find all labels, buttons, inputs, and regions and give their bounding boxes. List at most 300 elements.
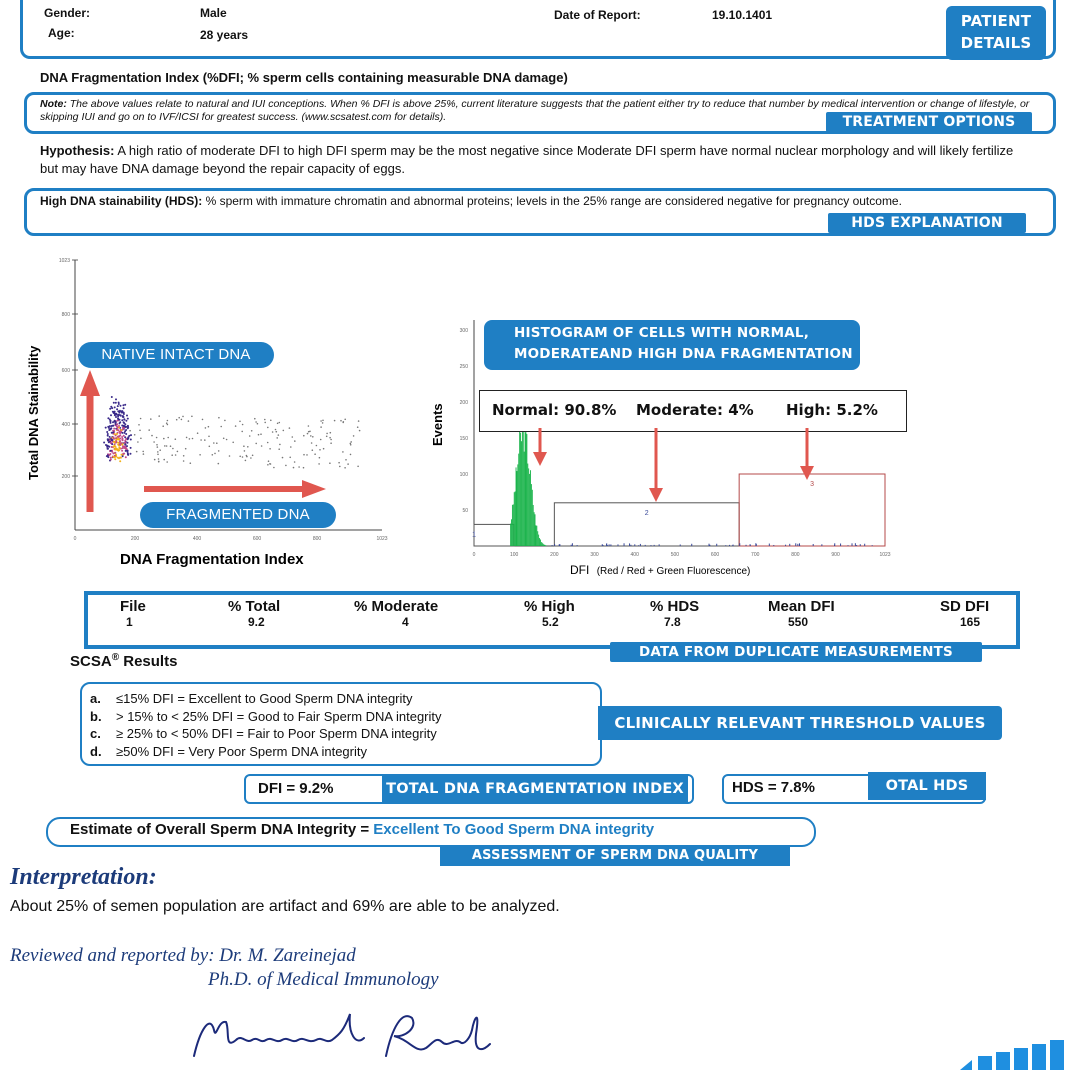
scatter-point [303,467,305,469]
hist-bar-scatter [856,545,857,546]
scatter-point [320,439,322,441]
hist-bar-scatter [630,545,631,546]
scatter-point [178,417,180,419]
scatter-point [267,427,269,429]
scatter-point [232,442,234,444]
scatter-point [316,445,318,447]
scatter-point [111,446,113,448]
scatter-point [242,456,244,458]
hist-bar-scatter [785,545,786,546]
hist-bar-scatter [654,545,655,546]
duplicate-measurements-tag: DATA FROM DUPLICATE MEASUREMENTS [610,642,982,662]
scatter-point [158,415,160,417]
hist-xtick-label: 100 [510,552,519,558]
scatter-point [261,445,263,447]
scatter-point [308,425,310,427]
scatter-point [107,454,109,456]
scatter-point [120,457,122,459]
scatter-point [292,436,294,438]
scatter-point [157,451,159,453]
scatter-point [120,442,122,444]
scatter-point [118,457,120,459]
scatter-point [134,434,136,436]
hist-ytick-label: 300 [459,328,468,334]
scatter-point [209,446,211,448]
scatter-point [190,462,192,464]
patient-details-box [20,0,1056,59]
scatter-point [123,435,125,437]
hist-bar-scatter [872,545,873,546]
scatter-point [254,418,256,420]
scatter-point [114,458,116,460]
scatter-point [113,436,115,438]
hist-bar-scatter [709,545,710,546]
scatter-point [223,438,225,440]
scatter-point [166,461,168,463]
corner-decoration [950,1038,1080,1070]
scatter-point [118,427,120,429]
scatter-point [130,453,132,455]
scatter-point [117,438,119,440]
estimate-line [70,821,654,838]
gender-label: Gender: [44,6,91,20]
scatter-point [282,457,284,459]
scatter-point [156,444,158,446]
scatter-point [329,462,331,464]
fragmented-dna-label: FRAGMENTED DNA [140,502,336,528]
scatter-point [204,439,206,441]
scatter-point [118,403,120,405]
hds-text [40,193,1030,210]
scatter-point [124,430,126,432]
scsa-suffix: Results [119,653,178,670]
hist-xtick-label: 400 [630,552,639,558]
scatter-point [119,419,121,421]
scatter-point [105,427,107,429]
scatter-xtick-label: 800 [312,536,322,542]
scatter-point [140,438,142,440]
scatter-point [109,453,111,455]
scatter-point [112,411,114,413]
scatter-point [303,454,305,456]
results-table [90,598,1010,629]
td-mean: 550 [788,615,809,629]
scatter-point [130,439,132,441]
scatter-point [109,419,111,421]
scatter-point [110,406,112,408]
scatter-ytick-label: 800 [61,312,70,318]
histogram-arrows [420,420,900,510]
scatter-point [124,440,126,442]
hist-xticks [473,552,891,558]
scatter-point [123,413,125,415]
th-high: % High [524,598,575,615]
scatter-xlabel: DNA Fragmentation Index [120,551,304,568]
hist-bar [545,545,546,546]
th-sd: SD DFI [940,598,990,615]
scsa-name: SCSA [70,653,112,670]
scatter-point [122,415,124,417]
hist-bar [535,525,536,546]
corner-bar [960,1060,972,1070]
hist-bar [513,504,514,546]
scatter-point [270,420,272,422]
scatter-point [170,445,172,447]
scatter-point [109,436,111,438]
scatter-point [243,445,245,447]
scatter-point [124,443,126,445]
scatter-point [289,427,291,429]
scatter-point [117,436,119,438]
hist-bar-scatter [848,545,849,546]
hist-bar-scatter [773,545,774,546]
scatter-point [109,439,111,441]
scatter-point [157,446,159,448]
scatter-point [164,445,166,447]
th-file: File [120,598,146,615]
scatter-point [140,418,142,420]
scatter-point [323,448,325,450]
hist-bar-scatter [634,544,635,546]
hist-bar-scatter [572,543,573,546]
scatter-point [127,454,129,456]
hist-xtick-label: 700 [751,552,760,558]
interpretation-title: Interpretation: [10,864,157,890]
scsa-reg: ® [111,652,120,663]
hist-xtick-label: 300 [590,552,599,558]
scatter-point [124,432,126,434]
threshold-letter: a. [90,691,101,706]
hist-bar [534,512,535,546]
scatter-point [142,451,144,453]
scatter-point [216,442,218,444]
scatter-point [130,447,132,449]
scatter-ytick-label: 400 [61,422,70,428]
scatter-point [319,457,321,459]
scatter-point [116,408,118,410]
scatter-point [247,446,249,448]
scatter-point [119,443,121,445]
scatter-point [312,449,314,451]
hist-xtick-label: 200 [550,552,559,558]
th-total: % Total [228,598,281,615]
scatter-point [314,453,316,455]
threshold-text: ≥50% DFI = Very Poor Sperm DNA integrity [116,743,367,759]
threshold-item [90,690,442,708]
scatter-point [308,431,310,433]
scatter-point [167,420,169,422]
hist-bar [537,531,538,546]
scatter-point [250,457,252,459]
scatter-ytick-label: 200 [61,474,70,480]
scatter-point [277,423,279,425]
scatter-point [220,426,222,428]
scatter-point [188,420,190,422]
scatter-point [183,460,185,462]
scatter-point [130,434,132,436]
scatter-point [255,443,257,445]
scatter-point [110,414,112,416]
hist-bar-scatter [795,543,796,546]
scatter-point [123,407,125,409]
hist-bar-scatter [603,545,604,546]
scatter-point [326,433,328,435]
date-value: 19.10.1401 [712,8,773,22]
hist-ytick-label: 250 [459,364,468,370]
scatter-xtick-label: 200 [130,536,140,542]
hist-bar-scatter [860,544,861,546]
scatter-point [294,440,296,442]
scatter-point [322,420,324,422]
hist-bar-scatter [629,543,630,546]
scatter-point [276,431,278,433]
gender-value: Male [200,6,227,20]
hist-bar-scatter [852,543,853,546]
scatter-point [226,439,228,441]
hist-bar-scatter [732,545,733,546]
scatter-point [357,426,359,428]
scatter-point [185,448,187,450]
scatter-point [244,450,246,452]
scatter-point [344,467,346,469]
scatter-point [106,431,108,433]
hist-xtick-label: 1023 [879,552,891,558]
scatter-point [212,454,214,456]
scatter-point [125,456,127,458]
scatter-point [158,461,160,463]
scatter-xtick-label: 400 [192,536,202,542]
scatter-points [103,396,360,469]
scatter-point [264,422,266,424]
scatter-point [224,420,226,422]
scatter-point [218,417,220,419]
scatter-point [353,435,355,437]
histogram-ylabel: Events [430,403,445,446]
scatter-point [311,442,313,444]
scatter-point [127,442,129,444]
scatter-point [159,449,161,451]
scatter-point [251,430,253,432]
corner-bar [978,1056,992,1070]
hist-bar-scatter [813,544,814,546]
scatter-point [127,451,129,453]
hist-region-label: 1 [472,531,477,539]
threshold-text: ≥ 25% to < 50% DFI = Fair to Poor Sperm DNA integrity [116,726,437,741]
note-body: The above values relate to natural and IUI conceptions. When % DFI is above 25%, current literature suggests that the patient either try to reduce that number by medical intervention or change of lifestyle, or skipping IUI and go on to IVF/ICSI for greatest success. (www.scsatest.com for details). [40,98,1030,123]
td-high: 5.2 [542,615,559,629]
age-value: 28 years [200,28,249,42]
scatter-point [260,433,262,435]
scatter-point [114,452,116,454]
scatter-point [112,431,114,433]
scatter-point [119,440,121,442]
scatter-point [334,420,336,422]
scatter-point [200,439,202,441]
hist-bar-scatter [577,545,578,546]
histogram-title: HISTOGRAM OF CELLS WITH NORMAL, MODERATEAND HIGH DNA FRAGMENTATION [514,325,853,362]
histogram-title-tag [484,320,860,370]
scatter-point [115,398,117,400]
scatter-point [307,433,309,435]
scatter-plot [20,250,400,580]
scatter-point [122,447,124,449]
signature [180,1000,500,1070]
scatter-point [249,435,251,437]
scatter-xticks [74,536,388,542]
threshold-item [90,708,442,726]
scatter-point [329,437,331,439]
treatment-options-tag: TREATMENT OPTIONS [826,112,1032,132]
scatter-point [137,441,139,443]
threshold-text: > 15% to < 25% DFI = Good to Fair Sperm DNA integrity [116,708,442,724]
hist-bar-scatter [799,543,800,546]
scatter-point [127,436,129,438]
scatter-point [156,437,158,439]
scatter-point [110,459,112,461]
hist-xtick-label: 500 [670,552,680,558]
scatter-point [279,444,281,446]
scatter-point [124,404,126,406]
scatter-point [113,428,115,430]
hist-bar [536,526,537,546]
scatter-point [124,446,126,448]
scatter-point [208,426,210,428]
scatter-point [171,454,173,456]
scatter-point [303,435,305,437]
scatter-point [345,459,347,461]
hist-ytick-label: 50 [462,508,468,514]
scatter-point [151,435,153,437]
scatter-point [125,420,127,422]
scatter-point [115,437,117,439]
frag-arrow-head [302,480,326,498]
hist-bar-scatter [638,545,639,546]
scatter-point [276,437,278,439]
scatter-point [117,410,119,412]
hist-bar-scatter [650,545,651,546]
scatter-point [108,441,110,443]
scatter-xtick-label: 0 [73,536,77,542]
scatter-point [258,434,260,436]
scatter-point [121,419,123,421]
corner-bar [1032,1044,1046,1070]
scatter-point [239,456,241,458]
scatter-point [294,461,296,463]
hist-region-1 [474,524,514,546]
reviewer-line2: Ph.D. of Medical Immunology [208,969,439,990]
scatter-point [119,460,121,462]
date-label: Date of Report: [554,8,641,22]
hist-bar-scatter [840,543,841,546]
scatter-point [157,454,159,456]
scatter-point [126,448,128,450]
hist-bar-scatter [739,543,740,546]
scatter-point [123,419,125,421]
scatter-point [148,429,150,431]
td-sd: 165 [960,615,981,629]
scatter-point [264,419,266,421]
hist-bar [543,544,544,546]
scatter-point [350,443,352,445]
scatter-point [218,463,220,465]
scatter-point [107,433,109,435]
histogram-xlabel [570,563,750,577]
hist-ytick-label: 200 [459,400,468,406]
hist-bar-scatter [725,545,726,546]
scatter-point [310,435,312,437]
hist-bar-scatter [716,544,717,546]
scatter-point [163,459,165,461]
scatter-point [229,455,231,457]
scatter-point [126,445,128,447]
scatter-point [339,466,341,468]
scatter-point [125,450,127,452]
hist-ytick-label: 150 [459,436,468,442]
scatter-point [181,419,183,421]
scatter-point [111,396,113,398]
scatter-point [127,418,129,420]
scatter-point [120,405,122,407]
threshold-values-tag: CLINICALLY RELEVANT THRESHOLD VALUES [598,706,1002,740]
scatter-point [257,423,259,425]
hist-bar-scatter [834,543,835,546]
scatter-point [269,448,271,450]
hist-bar-scatter [746,545,747,546]
scatter-point [108,429,110,431]
hds-explanation-tag: HDS EXPLANATION [828,213,1026,233]
scatter-point [119,447,121,449]
th-moderate: % Moderate [354,598,439,615]
hist-bar-scatter [680,544,681,546]
dfi-total-value: DFI = 9.2% [258,780,334,797]
scatter-point [121,436,123,438]
scatter-point [186,437,188,439]
scatter-point [125,433,127,435]
td-hds: 7.8 [664,615,681,629]
histogram-xlabel-main: DFI [570,563,590,577]
hist-bar [541,542,542,546]
scatter-xtick-label: 600 [252,536,262,542]
scatter-point [123,425,125,427]
hist-bar-scatter [821,544,822,546]
scatter-point [267,442,269,444]
hds-total-tag: OTAL HDS [868,772,986,800]
hist-bar-scatter [659,544,660,546]
hist-bar-scatter [617,544,618,546]
moderate-arrow-head [649,488,663,502]
hist-region-label: 3 [810,481,815,488]
hist-ytick-label: 100 [459,472,468,478]
scatter-point [197,432,199,434]
scatter-point [241,431,243,433]
scatter-point [123,421,125,423]
scatter-point [199,454,201,456]
scatter-point [126,415,128,417]
scatter-point [105,444,107,446]
dfi-heading: DNA Fragmentation Index (%DFI; % sperm cells containing measurable DNA damage) [40,70,568,85]
scatter-point [318,463,320,465]
scatter-point [326,436,328,438]
scatter-point [124,436,126,438]
scatter-point [255,421,257,423]
native-intact-dna-label: NATIVE INTACT DNA [78,342,274,368]
threshold-text: ≤15% DFI = Excellent to Good Sperm DNA integrity [116,691,413,706]
scatter-point [121,432,123,434]
hds-total-value: HDS = 7.8% [732,779,815,796]
scatter-point [235,425,237,427]
scatter-point [167,424,169,426]
hist-bar [544,545,545,546]
